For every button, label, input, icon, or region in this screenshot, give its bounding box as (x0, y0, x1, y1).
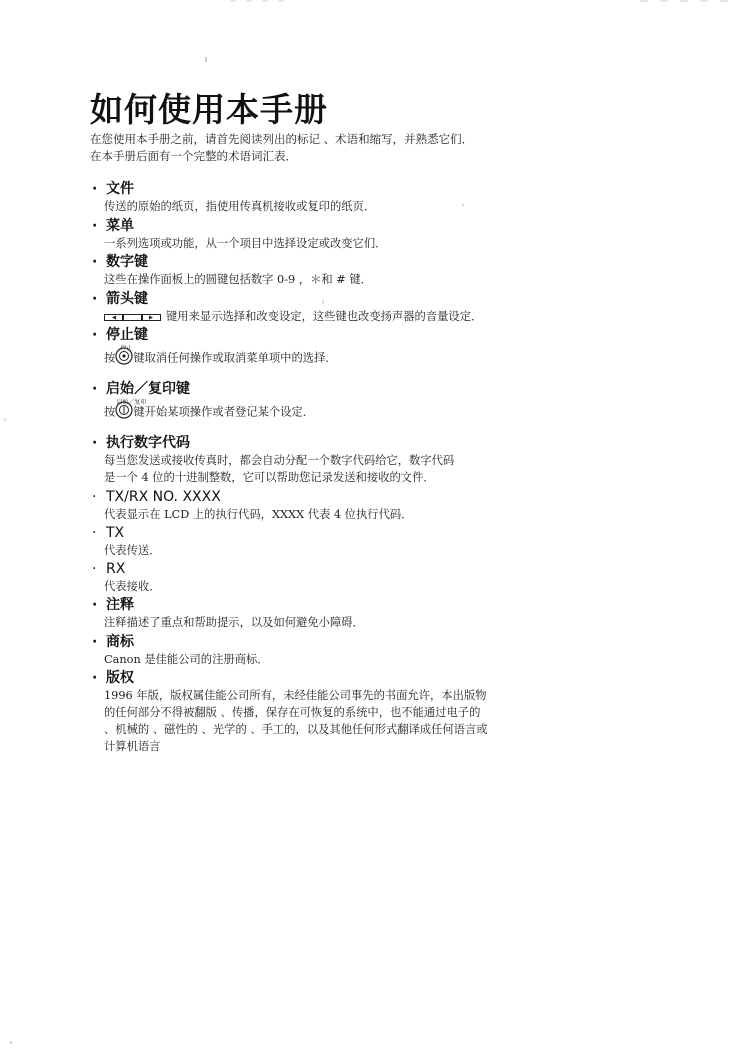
term-description: 传送的原始的纸页，指使用传真机接收或复印的纸页． (104, 200, 376, 213)
term-label: 注释 (106, 597, 134, 613)
entry-trademark (92, 633, 269, 668)
term-description (104, 347, 337, 370)
entry-number-keys (92, 253, 372, 288)
term-description: 代表传送． (104, 544, 161, 557)
stop-key-caption: 停止 (120, 345, 133, 352)
bullet: · (92, 597, 98, 613)
term-description: 代表接收． (104, 580, 161, 593)
term-description-line-1: 每当您发送或接收传真时，都会自动分配一个数字代码给它，数字代码 (104, 454, 455, 467)
desc-prefix: 按 (104, 351, 116, 365)
entry-rx (92, 560, 161, 595)
term-label: 商标 (106, 634, 134, 650)
term-description: 代表显示在 LCD 上的执行代码，XXXX 代表 4 位执行代码． (104, 508, 413, 521)
bullet: · (92, 561, 97, 577)
bullet: · (92, 670, 98, 686)
term-label: 启始／复印键 (106, 381, 190, 397)
term-description (104, 401, 314, 424)
term-description-line-2: 的任何部分不得被翻版 、传播，保存在可恢复的系统中，也不能通过电子的 (104, 706, 481, 719)
term-description-text: 键开始某项操作或者登记某个设定． (133, 405, 315, 419)
entry-arrow-keys (92, 290, 482, 325)
term-description (104, 308, 482, 325)
entry-start-copy-key (92, 380, 314, 424)
intro-line-2: 在本手册后面有一个完整的术语词汇表． (90, 149, 297, 163)
term-label: 执行数字代码 (106, 435, 190, 451)
entry-stop-key (92, 326, 337, 370)
intro-line-1: 在您使用本手册之前，请首先阅读列出的标记 、术语和缩写，并熟悉它们． (90, 132, 474, 146)
entry-tx (92, 524, 161, 559)
term-description-text: 键用来显示选择和改变设定，这些键也改变扬声器的音量设定． (166, 310, 483, 323)
term-description-line-1: 1996 年版，版权属佳能公司所有，未经佳能公司事先的书面允许，本出版物 (104, 689, 487, 702)
term-description: Canon 是佳能公司的注册商标． (104, 653, 269, 666)
term-label: 停止键 (106, 327, 148, 343)
term-label: 文件 (106, 181, 134, 197)
term-label: 数字键 (106, 254, 148, 270)
term-description: 注释描述了重点和帮助提示，以及如何避免小障碍． (104, 616, 364, 629)
bullet: · (92, 254, 98, 270)
entry-transaction-code (92, 434, 454, 486)
bullet: · (92, 381, 98, 397)
bullet: · (92, 218, 98, 234)
bullet: · (92, 327, 98, 343)
stop-key-icon (115, 347, 133, 370)
term-label: 箭头键 (106, 291, 148, 307)
start-copy-key-icon (115, 399, 147, 424)
entry-document (92, 180, 375, 215)
term-description-line-3: 、机械的 、磁性的 、光学的 、手工的，以及其他任何形式翻译成任何语言或 (104, 723, 488, 736)
bullet: · (92, 634, 98, 650)
term-description-line-4: 计算机语言 (104, 740, 161, 753)
term-label: RX (106, 561, 126, 577)
term-description: 这些在操作面板上的圆键包括数字 0-9 ，＊和 # 键． (104, 273, 372, 286)
term-description-text: 键取消任何操作或取消菜单项中的选择． (133, 351, 337, 365)
term-description: 一系列选项或功能，从一个项目中选择设定或改变它们． (104, 237, 387, 250)
arrow-keys-icon (104, 313, 162, 322)
bullet: · (92, 291, 98, 307)
bullet: · (92, 525, 97, 541)
start-copy-key-caption: 启始／复印 (116, 399, 147, 406)
entry-note (92, 596, 364, 631)
bullet: · (92, 435, 98, 451)
term-label: TX/RX NO. XXXX (106, 489, 221, 505)
entry-menu (92, 217, 386, 252)
bullet: · (92, 489, 97, 505)
intro-text (90, 131, 473, 165)
entry-copyright (92, 669, 488, 755)
desc-prefix: 按 (104, 405, 116, 419)
bullet: · (92, 181, 98, 197)
term-description-line-2: 是一个 4 位的十进制整数，它可以帮助您记录发送和接收的文件． (104, 471, 435, 484)
term-label: TX (106, 525, 125, 541)
term-label: 版权 (106, 670, 134, 686)
entry-txrx-no (92, 488, 412, 523)
page-title: 如何使用本手册 (90, 90, 328, 129)
term-label: 菜单 (106, 218, 134, 234)
